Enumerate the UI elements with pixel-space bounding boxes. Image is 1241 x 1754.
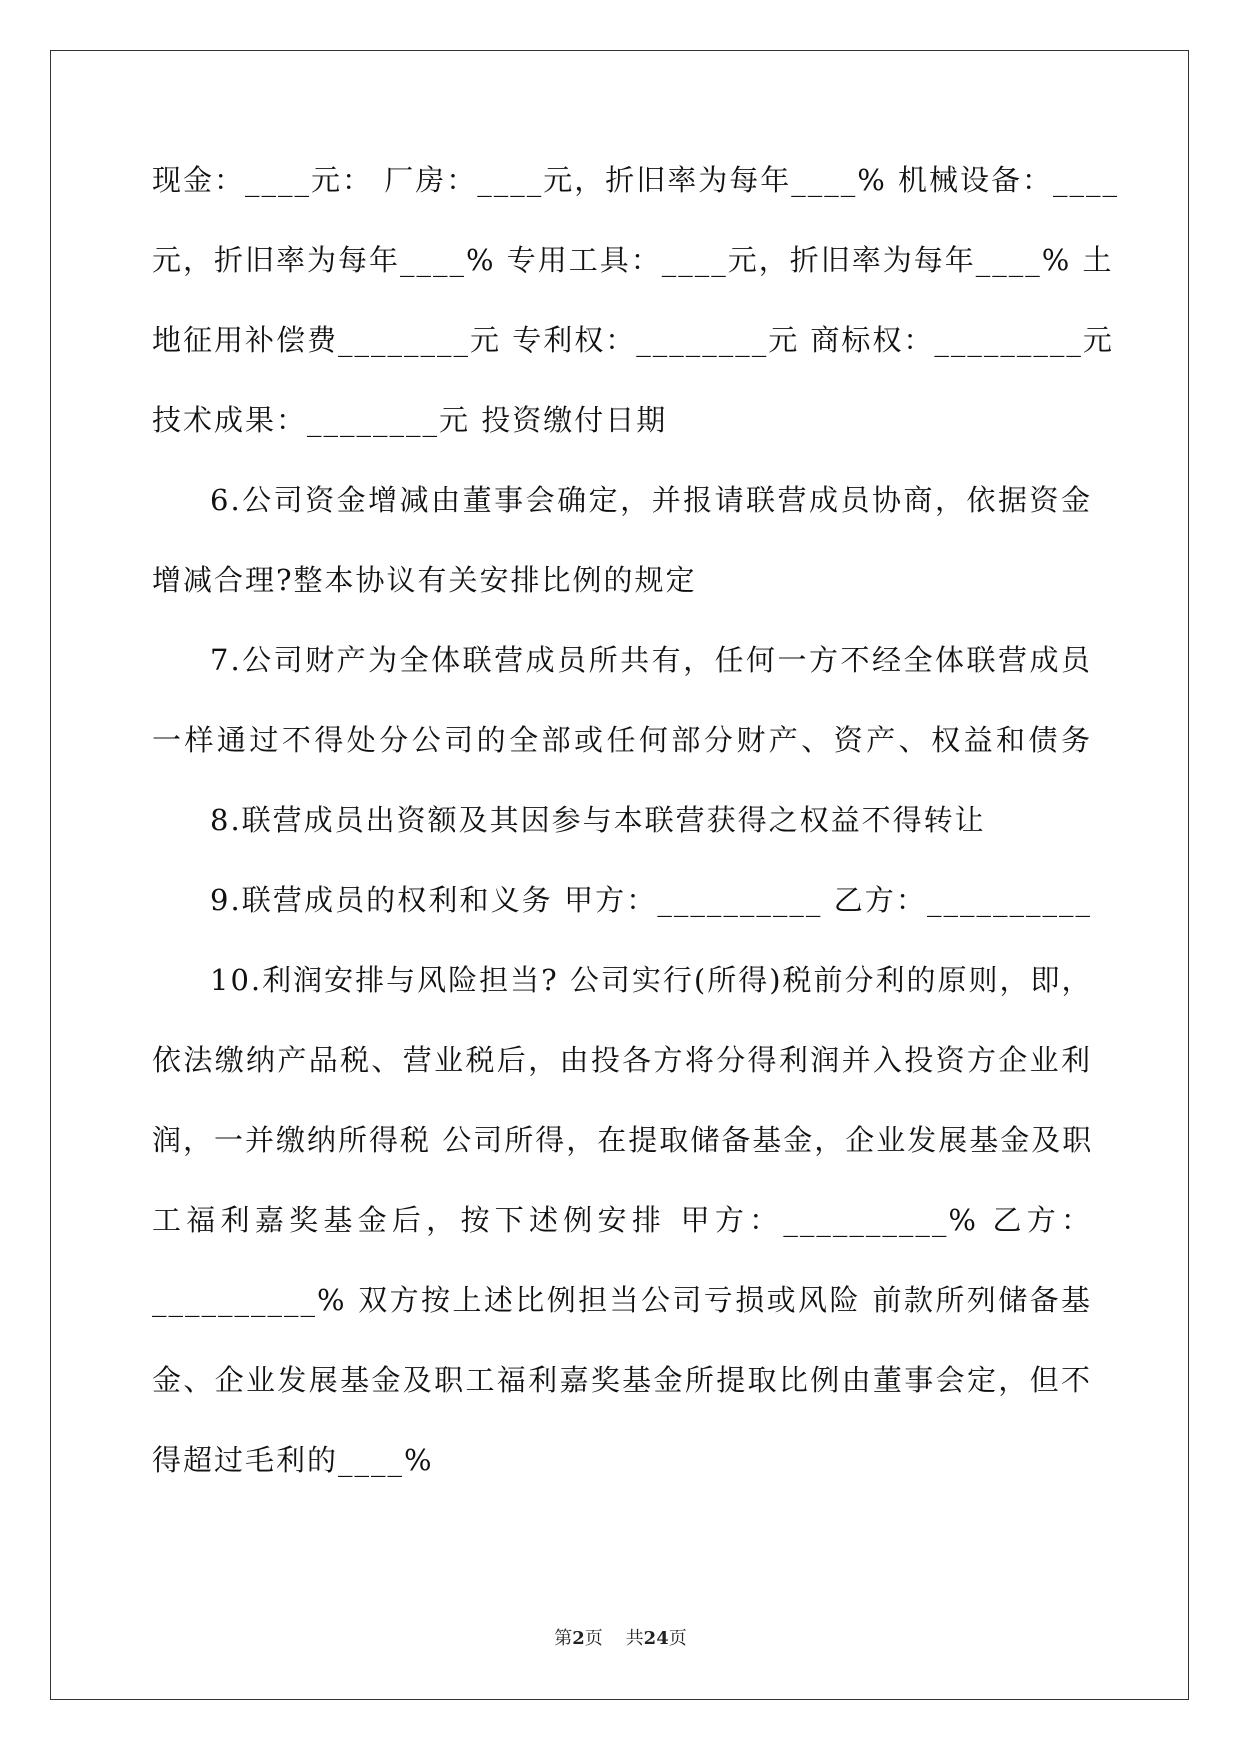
footer-total-prefix: 共 bbox=[625, 1628, 644, 1649]
document-body bbox=[152, 152, 1119, 1512]
text-line: 润，一并缴纳所得税 公司所得，在提取储备基金，企业发展基金及职 bbox=[152, 1123, 1094, 1157]
text-line: 增减合理?整本协议有关安排比例的规定 bbox=[152, 563, 697, 597]
text-line: 一样通过不得处分公司的全部或任何部分财产、资产、权益和债务 bbox=[152, 723, 1092, 757]
text-line: 依法缴纳产品税、营业税后，由投各方将分得利润并入投资方企业利 bbox=[152, 1043, 1092, 1077]
text-line: 金、企业发展基金及职工福利嘉奖基金所提取比例由董事会定，但不 bbox=[152, 1363, 1092, 1397]
text-line: 技术成果：________元 投资缴付日期 bbox=[152, 403, 668, 437]
text-line: 元，折旧率为每年____% 专用工具：____元，折旧率为每年____% 土 bbox=[152, 243, 1114, 277]
paragraph-9-line: 9.联营成员的权利和义务 甲方：__________ 乙方：__________ bbox=[210, 883, 1092, 917]
footer-total-suffix: 页 bbox=[668, 1628, 687, 1649]
footer-prefix: 第 bbox=[554, 1628, 573, 1649]
page-footer bbox=[0, 1624, 1241, 1650]
text-line: 得超过毛利的____% bbox=[152, 1443, 434, 1477]
page-number: 2 bbox=[572, 1628, 585, 1649]
text-line: __________% 双方按上述比例担当公司亏损或风险 前款所列储备基 bbox=[152, 1283, 1092, 1317]
text-line: 地征用补偿费________元 专利权：________元 商标权：_________元 bbox=[152, 323, 1114, 357]
paragraph-7-line: 7.公司财产为全体联营成员所共有，任何一方不经全体联营成员 bbox=[210, 643, 1092, 677]
paragraph-10-line: 10.利润安排与风险担当? 公司实行(所得)税前分利的原则，即， bbox=[210, 963, 1093, 997]
footer-page-suffix: 页 bbox=[584, 1628, 603, 1649]
paragraph-8-line: 8.联营成员出资额及其因参与本联营获得之权益不得转让 bbox=[210, 803, 986, 837]
text-line: 工福利嘉奖基金后，按下述例安排 甲方：__________% 乙方： bbox=[152, 1203, 1092, 1237]
text-line: 现金：____元： 厂房：____元，折旧率为每年____% 机械设备：____ bbox=[152, 163, 1119, 197]
paragraph-6-line: 6.公司资金增减由董事会确定，并报请联营成员协商，依据资金 bbox=[210, 483, 1092, 517]
total-pages: 24 bbox=[643, 1628, 669, 1649]
